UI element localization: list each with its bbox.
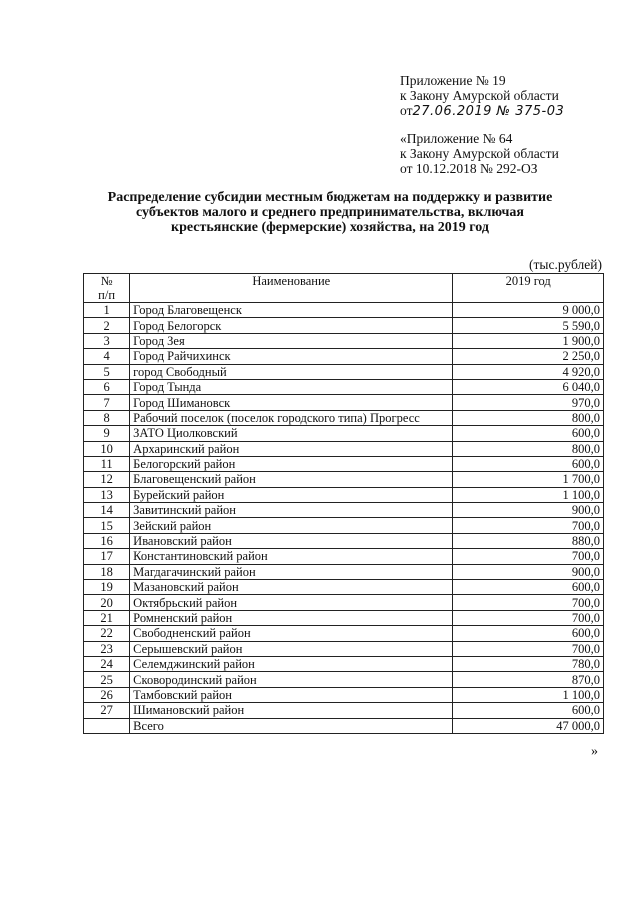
original-appendix-number: «Приложение № 64 [400,131,513,146]
row-value: 870,0 [453,672,604,687]
table-header-row [84,274,604,303]
closing-quote: » [591,744,598,759]
appendix-date-line [400,103,564,119]
row-value: 700,0 [453,641,604,656]
row-value: 1 100,0 [453,487,604,502]
table-row [84,318,604,333]
document-title [60,190,600,235]
row-name: Завитинский район [130,503,453,518]
row-number: 16 [84,533,130,548]
row-value: 700,0 [453,595,604,610]
table-row [84,472,604,487]
row-name: Город Шимановск [130,395,453,410]
row-number: 3 [84,333,130,348]
row-value: 600,0 [453,456,604,471]
row-name: Сковородинский район [130,672,453,687]
appendix-law-ref: к Закону Амурской области [400,88,559,103]
row-number: 21 [84,610,130,625]
row-number: 25 [84,672,130,687]
row-value: 800,0 [453,410,604,425]
row-number: 8 [84,410,130,425]
row-value: 970,0 [453,395,604,410]
table-row [84,410,604,425]
row-number: 22 [84,626,130,641]
row-name: Магдагачинский район [130,564,453,579]
row-name: Белогорский район [130,456,453,471]
row-number: 15 [84,518,130,533]
title-line-2: субъектов малого и среднего предпринимательства, включая [136,205,524,220]
table-row [84,656,604,671]
title-line-1: Распределение субсидии местным бюджетам на поддержку и развитие [107,190,553,205]
table-row [84,518,604,533]
row-value: 700,0 [453,610,604,625]
table-row [84,364,604,379]
row-number: 17 [84,549,130,564]
table-row [84,303,604,318]
row-value: 900,0 [453,503,604,518]
row-name: ЗАТО Циолковский [130,426,453,441]
row-number: 10 [84,441,130,456]
appendix-number: Приложение № 19 [400,73,506,88]
row-name: Константиновский район [130,549,453,564]
row-name: Рабочий поселок (поселок городского типа) Прогресс [130,410,453,425]
row-name: Мазановский район [130,580,453,595]
row-number: 4 [84,349,130,364]
row-value: 1 100,0 [453,687,604,702]
table-row [84,503,604,518]
row-name: Селемджинский район [130,656,453,671]
table-row [84,456,604,471]
row-value: 1 700,0 [453,472,604,487]
appendix-date-prefix: от [400,103,413,118]
total-label: Всего [130,718,453,733]
row-name: Ромненский район [130,610,453,625]
row-value: 5 590,0 [453,318,604,333]
row-number: 1 [84,303,130,318]
row-number: 7 [84,395,130,410]
table-row [84,626,604,641]
subsidy-table [83,273,604,734]
original-appendix-date: от 10.12.2018 № 292-ОЗ [400,161,538,176]
row-value: 700,0 [453,549,604,564]
header-name: Наименование [130,274,453,303]
table-row [84,487,604,502]
original-appendix-law-ref: к Закону Амурской области [400,146,559,161]
table-row [84,610,604,625]
title-line-3: крестьянские (фермерские) хозяйства, на 2019 год [171,220,489,235]
header-num-line2: п/п [98,288,116,302]
row-name: Свободненский район [130,626,453,641]
row-name: Шимановский район [130,703,453,718]
table-row [84,687,604,702]
table-row [84,395,604,410]
row-number: 20 [84,595,130,610]
row-name: Город Белогорск [130,318,453,333]
row-name: Бурейский район [130,487,453,502]
table-row [84,379,604,394]
header-num [84,274,130,303]
appendix-header [400,73,564,176]
table-row [84,564,604,579]
table-row [84,349,604,364]
row-name: Город Тында [130,379,453,394]
row-number: 18 [84,564,130,579]
row-number: 9 [84,426,130,441]
row-number: 2 [84,318,130,333]
row-number: 19 [84,580,130,595]
row-name: Город Зея [130,333,453,348]
total-value: 47 000,0 [453,718,604,733]
row-value: 1 900,0 [453,333,604,348]
row-name: Город Райчихинск [130,349,453,364]
row-number: 23 [84,641,130,656]
row-number: 26 [84,687,130,702]
row-number: 6 [84,379,130,394]
table-row [84,595,604,610]
row-name: Архаринский район [130,441,453,456]
table-row [84,703,604,718]
row-number: 27 [84,703,130,718]
row-value: 900,0 [453,564,604,579]
row-value: 800,0 [453,441,604,456]
row-value: 4 920,0 [453,364,604,379]
row-number: 11 [84,456,130,471]
row-value: 600,0 [453,703,604,718]
header-num-line1: № [100,274,113,288]
row-number: 13 [84,487,130,502]
row-name: Город Благовещенск [130,303,453,318]
units-label: (тыс.рублей) [529,257,602,272]
row-name: город Свободный [130,364,453,379]
row-name: Благовещенский район [130,472,453,487]
row-number: 24 [84,656,130,671]
row-value: 6 040,0 [453,379,604,394]
total-num [84,718,130,733]
row-value: 600,0 [453,426,604,441]
table-row [84,580,604,595]
row-name: Ивановский район [130,533,453,548]
table-row [84,641,604,656]
row-value: 780,0 [453,656,604,671]
table-row [84,672,604,687]
row-number: 14 [84,503,130,518]
table-row [84,426,604,441]
row-value: 700,0 [453,518,604,533]
table-row [84,533,604,548]
row-value: 9 000,0 [453,303,604,318]
row-name: Серышевский район [130,641,453,656]
header-value: 2019 год [453,274,604,303]
row-value: 600,0 [453,626,604,641]
table-row [84,333,604,348]
table-row [84,441,604,456]
row-number: 12 [84,472,130,487]
row-value: 2 250,0 [453,349,604,364]
row-number: 5 [84,364,130,379]
table-row [84,549,604,564]
total-row [84,718,604,733]
row-name: Зейский район [130,518,453,533]
handwritten-date-number: 27.06.2019 № 375-03 [412,104,565,119]
row-name: Тамбовский район [130,687,453,702]
row-name: Октябрьский район [130,595,453,610]
row-value: 880,0 [453,533,604,548]
row-value: 600,0 [453,580,604,595]
